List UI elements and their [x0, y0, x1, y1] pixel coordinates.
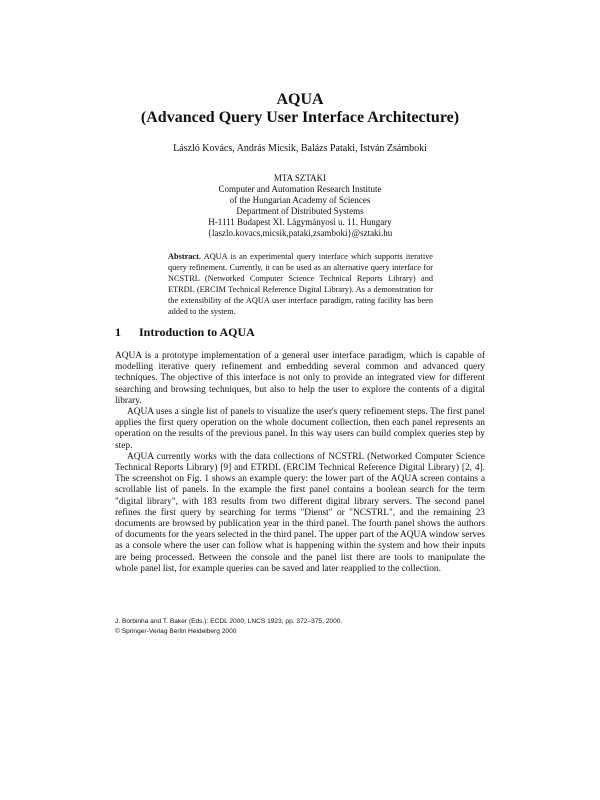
body-paragraph: AQUA is a prototype implementation of a general user interface paradigm, which is capable of modelling iterative query refinement and embedding several common and advanced query techniques. The objective of this interface is not only to provide an integrated view for different searching and browsing techniques, but also to help the user to explore the contents of a digital library. [115, 351, 485, 406]
copyright-line: © Springer-Verlag Berlin Heidelberg 2000 [115, 628, 237, 635]
affiliation-block [0, 173, 600, 239]
citation-line: J. Borbinha and T. Baker (Eds.): ECDL 2000, LNCS 1923, pp. 372–375, 2000. [115, 618, 343, 625]
section-number: 1 [115, 325, 121, 339]
body-paragraph: AQUA uses a single list of panels to visualize the user's query refinement steps. The first panel applies the first query operation on the whole document collection, then each panel represents an operation on the results of the previous panel. In this way users can build complex queries step by step. [115, 407, 485, 451]
abstract [168, 251, 433, 318]
author-list: László Kovács, András Micsik, Balázs Pataki, István Zsámboki [173, 143, 427, 154]
affiliation-line: Computer and Automation Research Institute [218, 184, 382, 194]
paper-title: AQUA [276, 91, 324, 108]
abstract-label: Abstract. [168, 252, 201, 261]
author-emails: {laszlo.kovacs,micsik,pataki,zsamboki}@sztaki.hu [207, 228, 393, 238]
publication-footer [115, 617, 485, 637]
section-body [115, 351, 485, 575]
section-title: Introduction to AQUA [139, 325, 255, 339]
affiliation-line: of the Hungarian Academy of Sciences [229, 195, 371, 205]
affiliation-line: MTA SZTAKI [273, 173, 327, 183]
body-paragraph: AQUA currently works with the data collections of NCSTRL (Networked Computer Science Technical Reports Library) [9] and ETRDL (ERCIM Technical Reference Digital Library) [2, 4]. The screenshot on Fig. 1 shows an example query: the lower part of the AQUA screen contains a scrollable list of panels. In the example the first panel contains a boolean search for the term "digital library", with 183 results from two different digital library servers. The second panel refines the first query by searching for terms "Dienst" or "NCSTRL", and the remaining 23 documents are browsed by publication year in the third panel. The fourth panel shows the authors of documents for the years selected in the third panel. The upper part of the AQUA window serves as a console where the user can follow what is happening within the system and how their inputs are being processed. Between the console and the panel list there are tools to manipulate the whole panel list, for example queries can be saved and later reapplied to the collection. [115, 451, 485, 574]
paper-subtitle: (Advanced Query User Interface Architecture) [140, 109, 460, 126]
affiliation-line: H-1111 Budapest XI. Lágymányosi u. 11. Hungary [208, 217, 392, 227]
section-heading [115, 325, 255, 340]
abstract-text: AQUA is an experimental query interface which supports iterative query refinement. Currently, it can be used as an alternative query interface for NCSTRL (Networked Computer Science Technical Reports Library) and ETRDL (ERCIM Technical Reference Digital Library). As a demonstration for the extensibility of the AQUA user interface paradigm, rating facility has been added to the system. [168, 252, 433, 317]
affiliation-line: Department of Distributed Systems [236, 206, 364, 216]
